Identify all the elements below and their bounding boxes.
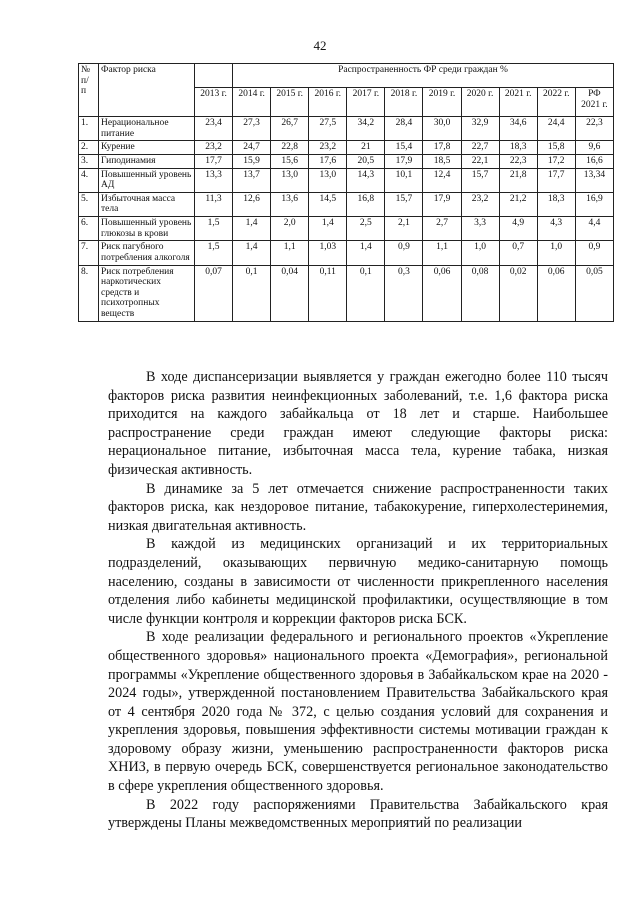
prevalence-value: 0,07 xyxy=(195,265,233,321)
prevalence-value: 13,0 xyxy=(309,168,347,192)
prevalence-value: 0,05 xyxy=(575,265,613,321)
row-number: 3. xyxy=(79,154,99,168)
prevalence-value: 13,34 xyxy=(575,168,613,192)
prevalence-value: 21 xyxy=(347,141,385,155)
prevalence-value: 15,6 xyxy=(271,154,309,168)
prevalence-value: 17,8 xyxy=(423,141,461,155)
prevalence-value: 17,7 xyxy=(537,168,575,192)
paragraph: В 2022 году распоряжениями Правительства Забайкальского края утверждены Планы межведомственных мероприятий по реализации xyxy=(108,796,608,832)
prevalence-value: 16,9 xyxy=(575,192,613,216)
risk-factor-name: Риск пагубного потребления алкоголя xyxy=(99,241,195,265)
year-header: 2014 г. xyxy=(233,88,271,117)
prevalence-value: 1,0 xyxy=(537,241,575,265)
prevalence-value: 13,0 xyxy=(271,168,309,192)
table-row xyxy=(79,217,614,241)
prevalence-value: 0,9 xyxy=(385,241,423,265)
year-header: РФ 2021 г. xyxy=(575,88,613,117)
year-header: 2016 г. xyxy=(309,88,347,117)
table-body xyxy=(79,117,614,322)
prevalence-value: 32,9 xyxy=(461,117,499,141)
prevalence-value: 15,7 xyxy=(385,192,423,216)
prevalence-value: 24,4 xyxy=(537,117,575,141)
prevalence-value: 23,2 xyxy=(309,141,347,155)
prevalence-value: 1,5 xyxy=(195,217,233,241)
paragraph: В ходе реализации федерального и регионального проектов «Укрепление общественного здоровья» национального проекта «Демография», региональной программы «Укрепление общественного здоровья в Забайкальском крае на 2020 - 2024 годы», утвержденной постановлением Правительства Забайкальского края от 4 сентября 2020 года № 372, с целью создания условий для сохранения и укрепления здоровья, повышения эффективности системы мотивации граждан к здоровому образу жизни, уменьшению распространенности факторов риска ХНИЗ, в первую очередь БСК, совершенствуется региональное законодательство в сфере укрепления общественного здоровья. xyxy=(108,629,608,795)
prevalence-value: 27,5 xyxy=(309,117,347,141)
prevalence-value: 0,7 xyxy=(499,241,537,265)
prevalence-value: 23,2 xyxy=(461,192,499,216)
prevalence-value: 14,3 xyxy=(347,168,385,192)
prevalence-value: 13,3 xyxy=(195,168,233,192)
row-number: 2. xyxy=(79,141,99,155)
col-header-number: № п/ п xyxy=(79,64,99,117)
prevalence-value: 1,1 xyxy=(271,241,309,265)
prevalence-value: 21,2 xyxy=(499,192,537,216)
prevalence-value: 0,3 xyxy=(385,265,423,321)
prevalence-value: 22,3 xyxy=(575,117,613,141)
prevalence-value: 17,9 xyxy=(423,192,461,216)
row-number: 7. xyxy=(79,241,99,265)
prevalence-value: 27,3 xyxy=(233,117,271,141)
body-text xyxy=(108,368,608,833)
prevalence-value: 15,4 xyxy=(385,141,423,155)
prevalence-value: 1,4 xyxy=(233,241,271,265)
prevalence-value: 20,5 xyxy=(347,154,385,168)
prevalence-value: 12,4 xyxy=(423,168,461,192)
prevalence-value: 23,2 xyxy=(195,141,233,155)
prevalence-value: 0,08 xyxy=(461,265,499,321)
prevalence-value: 15,7 xyxy=(461,168,499,192)
col-header-factor: Фактор риска xyxy=(99,64,195,117)
table-row xyxy=(79,265,614,321)
prevalence-value: 23,4 xyxy=(195,117,233,141)
risk-factor-name: Гиподинамия xyxy=(99,154,195,168)
prevalence-value: 1,03 xyxy=(309,241,347,265)
risk-factor-name: Риск потребления наркотических средств и психотропных веществ xyxy=(99,265,195,321)
prevalence-value: 18,5 xyxy=(423,154,461,168)
risk-factor-name: Нерациональное питание xyxy=(99,117,195,141)
prevalence-value: 18,3 xyxy=(499,141,537,155)
prevalence-value: 15,8 xyxy=(537,141,575,155)
row-number: 6. xyxy=(79,217,99,241)
row-number: 4. xyxy=(79,168,99,192)
prevalence-value: 16,8 xyxy=(347,192,385,216)
prevalence-value: 17,7 xyxy=(195,154,233,168)
prevalence-value: 30,0 xyxy=(423,117,461,141)
prevalence-value: 2,1 xyxy=(385,217,423,241)
prevalence-value: 26,7 xyxy=(271,117,309,141)
prevalence-value: 4,3 xyxy=(537,217,575,241)
table-row xyxy=(79,154,614,168)
risk-factor-name: Курение xyxy=(99,141,195,155)
prevalence-value: 0,04 xyxy=(271,265,309,321)
prevalence-value: 22,1 xyxy=(461,154,499,168)
prevalence-value: 0,06 xyxy=(423,265,461,321)
prevalence-value: 22,3 xyxy=(499,154,537,168)
prevalence-value: 0,06 xyxy=(537,265,575,321)
col-header-empty xyxy=(195,64,233,88)
year-header: 2021 г. xyxy=(499,88,537,117)
paragraph: В динамике за 5 лет отмечается снижение распространенности таких факторов риска, как нездоровое питание, табакокурение, гиперхолестеринемия, низкая двигательная активность. xyxy=(108,480,608,534)
prevalence-value: 0,1 xyxy=(233,265,271,321)
prevalence-value: 1,1 xyxy=(423,241,461,265)
prevalence-value: 0,1 xyxy=(347,265,385,321)
prevalence-value: 4,4 xyxy=(575,217,613,241)
col-header-prevalence: Распространенность ФР среди граждан % xyxy=(233,64,614,88)
table-row xyxy=(79,168,614,192)
risk-factor-name: Избыточная масса тела xyxy=(99,192,195,216)
prevalence-value: 21,8 xyxy=(499,168,537,192)
year-header: 2017 г. xyxy=(347,88,385,117)
risk-factor-name: Повышенный уровень глюкозы в крови xyxy=(99,217,195,241)
paragraph: В ходе диспансеризации выявляется у граждан ежегодно более 110 тысяч факторов риска развития неинфекционных заболеваний, т.е. 1,6 фактора риска приходится на каждого забайкальца от 18 лет и старше. Наибольшее распространение среди граждан имеют следующие факторы риска: нерациональное питание, избыточная масса тела, курение табака, низкая физическая активность. xyxy=(108,369,608,478)
prevalence-value: 4,9 xyxy=(499,217,537,241)
year-header: 2015 г. xyxy=(271,88,309,117)
table-row xyxy=(79,141,614,155)
year-header: 2022 г. xyxy=(537,88,575,117)
risk-factor-table xyxy=(78,63,614,322)
prevalence-value: 16,6 xyxy=(575,154,613,168)
prevalence-value: 34,2 xyxy=(347,117,385,141)
prevalence-value: 22,7 xyxy=(461,141,499,155)
year-header: 2018 г. xyxy=(385,88,423,117)
prevalence-value: 0,9 xyxy=(575,241,613,265)
prevalence-value: 2,7 xyxy=(423,217,461,241)
prevalence-value: 0,11 xyxy=(309,265,347,321)
prevalence-value: 13,6 xyxy=(271,192,309,216)
table-row xyxy=(79,117,614,141)
prevalence-value: 1,5 xyxy=(195,241,233,265)
prevalence-value: 18,3 xyxy=(537,192,575,216)
prevalence-value: 14,5 xyxy=(309,192,347,216)
prevalence-value: 22,8 xyxy=(271,141,309,155)
year-header: 2020 г. xyxy=(461,88,499,117)
row-number: 5. xyxy=(79,192,99,216)
row-number: 1. xyxy=(79,117,99,141)
page-number: 42 xyxy=(313,38,327,53)
prevalence-value: 9,6 xyxy=(575,141,613,155)
prevalence-value: 1,0 xyxy=(461,241,499,265)
prevalence-value: 0,02 xyxy=(499,265,537,321)
row-number: 8. xyxy=(79,265,99,321)
prevalence-value: 12,6 xyxy=(233,192,271,216)
prevalence-value: 17,9 xyxy=(385,154,423,168)
prevalence-value: 3,3 xyxy=(461,217,499,241)
prevalence-value: 17,6 xyxy=(309,154,347,168)
risk-factor-name: Повышенный уровень АД xyxy=(99,168,195,192)
table-row xyxy=(79,192,614,216)
prevalence-value: 2,5 xyxy=(347,217,385,241)
prevalence-value: 17,2 xyxy=(537,154,575,168)
paragraph: В каждой из медицинских организаций и их территориальных подразделений, оказывающих первичную медико-санитарную помощь населению, созданы в зависимости от численности прикрепленного населения отделения либо кабинеты медицинской профилактики, осуществляющие в том числе функции контроля и коррекции факторов риска БСК. xyxy=(108,536,608,627)
prevalence-value: 1,4 xyxy=(347,241,385,265)
prevalence-value: 28,4 xyxy=(385,117,423,141)
prevalence-value: 11,3 xyxy=(195,192,233,216)
prevalence-value: 1,4 xyxy=(233,217,271,241)
prevalence-value: 1,4 xyxy=(309,217,347,241)
prevalence-value: 2,0 xyxy=(271,217,309,241)
prevalence-value: 34,6 xyxy=(499,117,537,141)
prevalence-value: 13,7 xyxy=(233,168,271,192)
year-header: 2013 г. xyxy=(195,88,233,117)
prevalence-value: 10,1 xyxy=(385,168,423,192)
table-row xyxy=(79,241,614,265)
year-header: 2019 г. xyxy=(423,88,461,117)
prevalence-value: 15,9 xyxy=(233,154,271,168)
prevalence-value: 24,7 xyxy=(233,141,271,155)
